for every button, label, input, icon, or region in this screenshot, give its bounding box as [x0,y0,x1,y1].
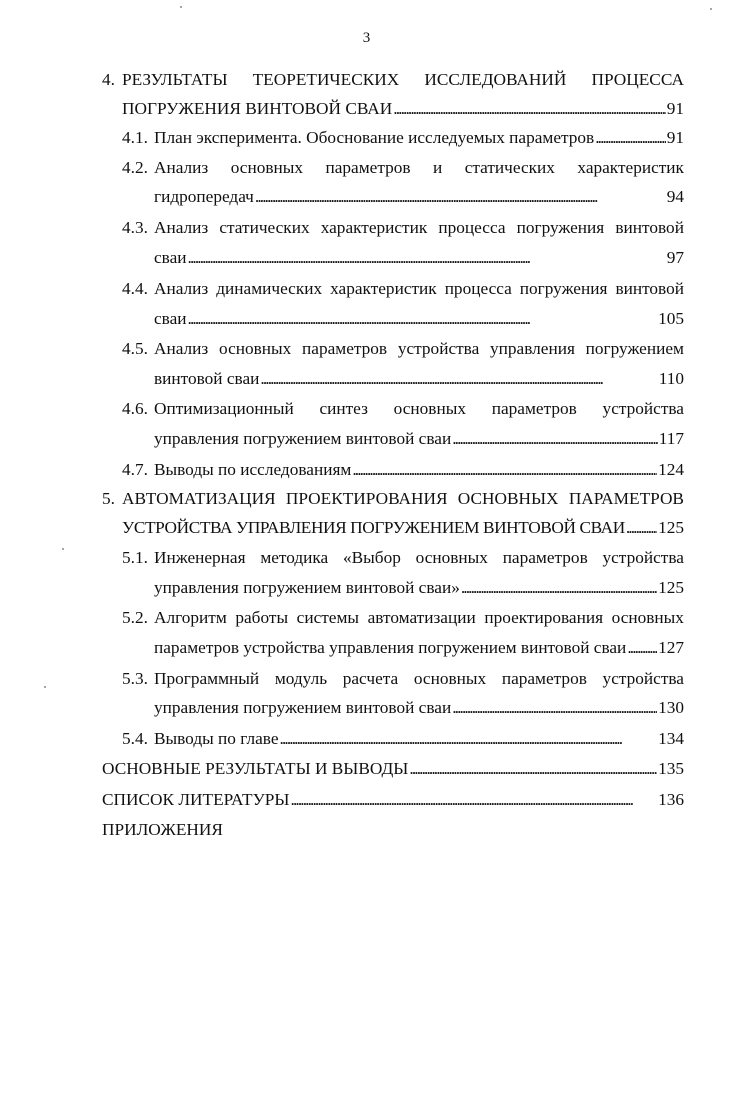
chapter-4-title-line1 [122,70,684,90]
word: процесса [444,279,512,298]
word: системы [296,608,360,627]
leader-dots [393,99,665,119]
leader-dots [461,578,657,598]
toc-entry-4-5-line1 [154,339,684,359]
chapter-5-title-line1 [122,489,684,509]
word: и [433,158,443,177]
section-title-cont: управления погружением винтовой сваи [154,698,452,717]
word: устройства [397,339,480,358]
page-ref: 117 [658,429,684,448]
leader-dots [188,248,666,268]
leader-dots [280,729,658,749]
word: статических [464,158,555,177]
page-ref: 105 [658,309,684,328]
word: модуль [274,669,328,688]
word: Алгоритм [154,608,227,627]
word: параметров [491,399,577,418]
toc-entry-5-2[interactable] [154,638,684,658]
toc-entry-results[interactable] [102,759,684,779]
word: Анализ [154,339,209,358]
word: устройства [602,548,684,567]
scan-speck [44,686,46,688]
page-ref: 124 [658,460,684,479]
toc-entry-4-4-line1 [154,279,684,299]
leader-dots [452,698,657,718]
word: основных [219,339,292,358]
word: методика [260,548,329,567]
word: погружения [516,218,605,237]
toc-entry-5-3[interactable] [154,698,684,718]
page-ref: 135 [658,759,684,778]
word: погружения [519,279,608,298]
leader-dots [188,309,658,329]
word: винтовой [615,218,684,237]
word: характеристик [320,218,428,237]
section-number: 4.6. [122,399,148,418]
section-title-cont: винтовой сваи [154,369,260,388]
section-title: План эксперимента. Обоснование исследуемых параметров [154,128,595,147]
section-title-cont: управления погружением винтовой сваи [154,429,452,448]
word: расчета [342,669,399,688]
toc-entry-4-6-line1 [154,399,684,419]
word: ОСНОВНЫХ [457,489,559,508]
scan-speck [710,8,712,10]
word: ТЕОРЕТИЧЕСКИХ [252,70,400,89]
word: характеристик [330,279,437,298]
page-ref: 110 [658,369,684,388]
section-number: 4.7. [122,460,148,479]
word: РЕЗУЛЬТАТЫ [122,70,228,89]
word: параметров [325,158,411,177]
section-number: 4.3. [122,218,148,237]
chapter-4-number: 4. [102,70,115,89]
section-number: 4.1. [122,128,148,147]
section-title-cont: гидропередач [154,187,254,206]
word: Анализ [154,279,209,298]
word: проектирования [484,608,604,627]
word: динамических [216,279,323,298]
page-ref: 125 [658,578,684,597]
leader-dots [595,128,666,148]
chapter-5-title-line2[interactable] [122,518,684,538]
toc-entry-4-2-line1 [154,158,684,178]
scan-speck [62,548,64,550]
word: основных [413,669,487,688]
section-number: 4.2. [122,158,148,177]
page-ref: 127 [658,638,684,657]
section-title-cont: сваи [154,309,187,328]
toc-entry-appendices[interactable]: ПРИЛОЖЕНИЯ [102,820,223,839]
section-title: Выводы по исследованиям [154,460,352,479]
scan-speck [180,6,182,8]
word: автоматизации [367,608,476,627]
toc-entry-5-4[interactable] [154,729,684,749]
toc-entry-references[interactable] [102,790,684,810]
word: основных [393,399,466,418]
toc-entry-4-4[interactable] [154,309,684,329]
entry-title: СПИСОК ЛИТЕРАТУРЫ [102,790,290,809]
word: погружением [585,339,684,358]
word: устройства [602,669,684,688]
section-title-cont: управления погружением винтовой сваи» [154,578,460,597]
chapter-title: ПОГРУЖЕНИЯ ВИНТОВОЙ СВАИ [122,99,393,118]
toc-entry-5-3-line1 [154,669,684,689]
word: Анализ [154,218,209,237]
leader-dots [627,638,657,658]
word: параметров [501,669,587,688]
toc-entry-4-5[interactable] [154,369,684,389]
toc-entry-4-7[interactable] [154,460,684,480]
page-ref: 136 [658,790,684,809]
toc-entry-4-2[interactable] [154,187,684,207]
word: основных [611,608,684,627]
word: параметров [302,339,388,358]
leader-dots [626,518,657,538]
toc-entry-4-3[interactable] [154,248,684,268]
section-title: Выводы по главе [154,729,279,748]
section-number: 5.3. [122,669,148,688]
toc-entry-5-1-line1 [154,548,684,568]
word: Инженерная [154,548,246,567]
leader-dots [260,369,657,389]
leader-dots [452,429,658,449]
leader-dots [409,759,657,779]
chapter-title: УСТРОЙСТВА УПРАВЛЕНИЯ ПОГРУЖЕНИЕМ ВИНТОВОЙ СВАИ [122,518,625,537]
toc-entry-4-1[interactable] [154,128,684,148]
word: ИССЛЕДОВАНИЙ [424,70,567,89]
chapter-5-number: 5. [102,489,115,508]
word: основных [415,548,488,567]
page-ref: 94 [666,187,684,206]
word: характеристик [577,158,684,177]
toc-entry-5-1[interactable] [154,578,684,598]
section-number: 5.4. [122,729,148,748]
word: ПРОЕКТИРОВАНИЯ [285,489,448,508]
word: статических [219,218,310,237]
leader-dots [291,790,658,810]
section-number: 5.1. [122,548,148,567]
word: управления [490,339,575,358]
word: устройства [602,399,684,418]
word: основных [230,158,304,177]
word: работы [235,608,289,627]
page-number: 3 [362,30,371,46]
entry-title: ОСНОВНЫЕ РЕЗУЛЬТАТЫ И ВЫВОДЫ [102,759,409,778]
word: ПРОЦЕССА [591,70,684,89]
word: винтовой [615,279,684,298]
section-title-cont: параметров устройства управления погружением винтовой сваи [154,638,627,657]
page-ref: 134 [658,729,684,748]
word: «Выбор [343,548,401,567]
toc-entry-4-6[interactable] [154,429,684,449]
section-title-cont: сваи [154,248,187,267]
word: Оптимизационный [154,399,294,418]
leader-dots [255,187,666,207]
word: синтез [319,399,368,418]
toc-entry-4-3-line1 [154,218,684,238]
word: Анализ [154,158,209,177]
word: Программный [154,669,260,688]
section-number: 4.5. [122,339,148,358]
word: параметров [502,548,588,567]
page-ref: 91 [666,99,684,118]
leader-dots [352,460,657,480]
word: процесса [438,218,506,237]
section-number: 5.2. [122,608,148,627]
page-ref: 130 [658,698,684,717]
toc-entry-5-2-line1 [154,608,684,628]
section-number: 4.4. [122,279,148,298]
word: АВТОМАТИЗАЦИЯ [122,489,276,508]
chapter-4-title-line2[interactable] [122,99,684,119]
page-ref: 97 [666,248,684,267]
page-ref: 125 [658,518,684,537]
word: ПАРАМЕТРОВ [568,489,684,508]
page-ref: 91 [666,128,684,147]
